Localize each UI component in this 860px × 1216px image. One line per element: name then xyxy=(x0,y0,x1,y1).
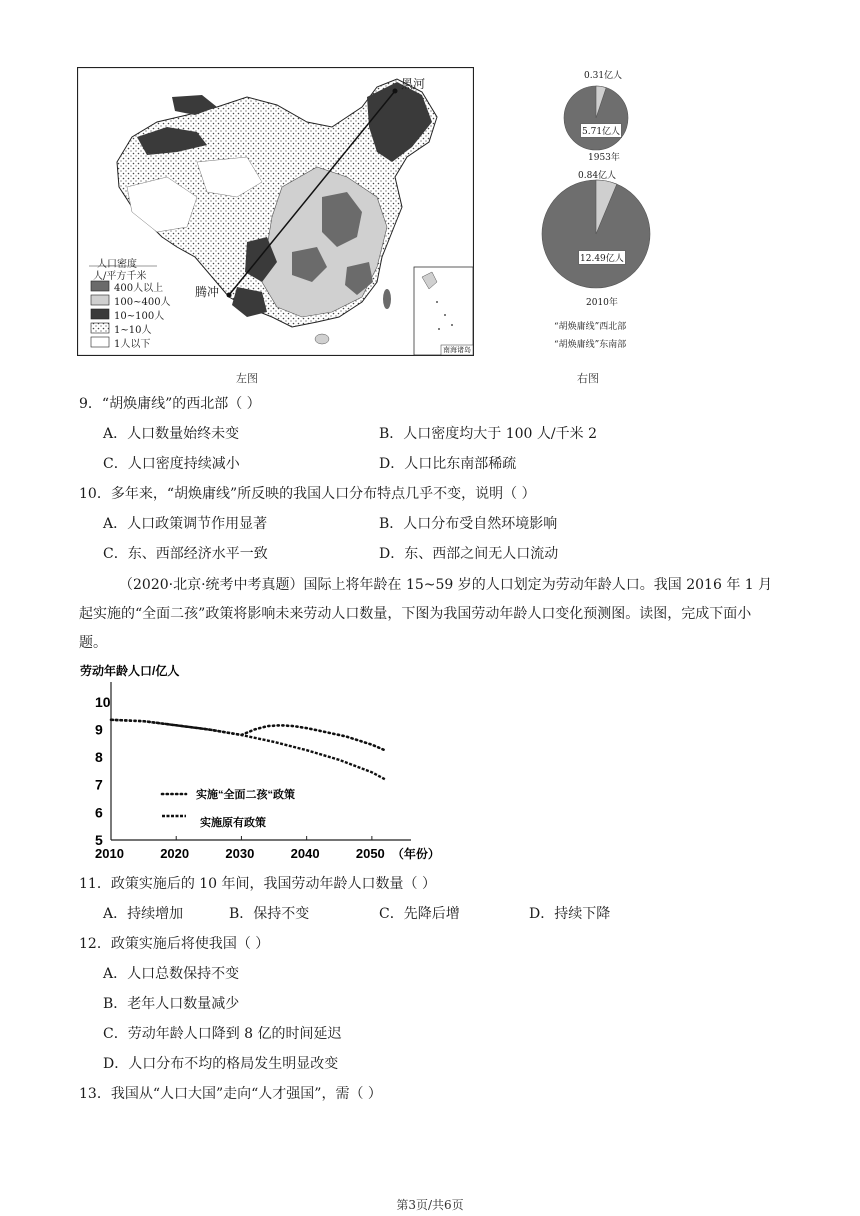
pie2-small-label: 0.84亿人 xyxy=(578,171,617,181)
x-tick-label: 2040 xyxy=(290,846,320,861)
question-13-stem: 13．我国从“人口大国”走向“人才强国”，需（ ） xyxy=(79,1086,382,1102)
question-10-stem: 10．多年来，“胡焕庸线”所反映的我国人口分布特点几乎不变，说明（ ） xyxy=(79,486,536,502)
pie1-year: 1953年 xyxy=(588,153,620,163)
pie-legend-nw: “胡焕庸线”西北部 xyxy=(554,322,627,332)
question-9-option-c: C．人口密度持续减小 xyxy=(103,456,240,472)
question-12-option-a: A．人口总数保持不变 xyxy=(103,966,240,982)
question-11-option-d: D．持续下降 xyxy=(529,906,611,922)
y-tick-label: 8 xyxy=(95,749,103,766)
question-10-option-d: D．东、西部之间无人口流动 xyxy=(379,546,559,562)
page-footer: 第3页/共6页 xyxy=(396,1198,464,1212)
legend-item-2: 100~400人 xyxy=(114,297,171,308)
x-axis-label: （年份） xyxy=(391,847,440,861)
pie1-small-label: 0.31亿人 xyxy=(584,71,623,81)
question-11-stem: 11．政策实施后的 10 年间，我国劳动年龄人口数量（ ） xyxy=(79,876,436,892)
question-12-option-d: D．人口分布不均的格局发生明显改变 xyxy=(103,1056,339,1072)
pie2-year: 2010年 xyxy=(586,298,618,308)
pie1-big-label: 5.71亿人 xyxy=(580,123,622,138)
question-11-option-c: C．先降后增 xyxy=(379,906,460,922)
y-tick-label: 7 xyxy=(95,776,103,793)
x-tick-label: 2020 xyxy=(160,846,190,861)
south-sea-inset xyxy=(414,267,473,355)
pie-2010 xyxy=(542,180,650,288)
question-9-option-a: A．人口数量始终未变 xyxy=(103,426,240,442)
x-tick-label: 2030 xyxy=(225,846,255,861)
x-tick-label: 2050 xyxy=(355,846,385,861)
y-tick-label: 5 xyxy=(95,832,103,848)
population-density-map xyxy=(77,67,474,356)
pie2-big-label: 12.49亿人 xyxy=(578,250,626,265)
y-tick-label: 9 xyxy=(95,721,103,738)
series-line-2 xyxy=(111,720,385,779)
right-figure-caption: 右图 xyxy=(577,372,599,385)
question-11-option-b: B．保持不变 xyxy=(229,906,310,922)
question-9-stem: 9．“胡焕庸线”的西北部（ ） xyxy=(79,396,261,412)
y-axis-label: 劳动年龄人口/亿人 xyxy=(80,664,180,678)
pie-legend-se: “胡焕庸线”东南部 xyxy=(554,340,627,350)
legend-item-3: 10~100人 xyxy=(114,311,165,322)
question-10-option-c: C．东、西部经济水平一致 xyxy=(103,546,268,562)
question-12-stem: 12．政策实施后将使我国（ ） xyxy=(79,936,270,952)
legend-unit: 人/平方千米 xyxy=(93,271,147,282)
y-tick-label: 10 xyxy=(95,693,111,710)
labor-population-chart xyxy=(76,658,456,868)
inset-label: 南海诸岛 xyxy=(443,346,471,354)
section-intro: （2020·北京·统考中考真题）国际上将年龄在 15~59 岁的人口划定为劳动年龄人口。我国 2016 年 1 月起实施的“全面二孩”政策将影响未来劳动人口数量，下图为我国劳动年龄人口变化预测图。读图，完成下面小题。 xyxy=(79,577,773,651)
city-tengchong: 腾冲 xyxy=(195,285,220,299)
question-9-option-d: D．人口比东南部稀疏 xyxy=(379,456,517,472)
legend-title: 人口密度 xyxy=(97,259,137,270)
legend-label-2: 实施原有政策 xyxy=(200,817,266,829)
legend-item-4: 1~10人 xyxy=(114,325,152,336)
question-12-option-c: C．劳动年龄人口降到 8 亿的时间延迟 xyxy=(103,1026,342,1042)
city-heihe: 黑河 xyxy=(401,77,426,91)
legend-label-1: 实施“全面二孩“政策 xyxy=(196,789,295,801)
question-9-option-b: B．人口密度均大于 100 人/千米 2 xyxy=(379,426,597,442)
question-12-option-b: B．老年人口数量减少 xyxy=(103,996,240,1012)
line-chart-svg xyxy=(76,658,456,868)
pie-figure xyxy=(530,62,670,352)
y-tick-label: 6 xyxy=(95,804,103,821)
pie-1953 xyxy=(564,86,628,150)
question-10-option-b: B．人口分布受自然环境影响 xyxy=(379,516,558,532)
series-line-1 xyxy=(111,720,385,750)
left-figure-caption: 左图 xyxy=(236,372,258,385)
x-tick-label: 2010 xyxy=(95,846,124,861)
question-11-option-a: A．持续增加 xyxy=(103,906,184,922)
question-10-option-a: A．人口政策调节作用显著 xyxy=(103,516,268,532)
legend-item-1: 400人以上 xyxy=(114,283,164,294)
pie-svg xyxy=(530,62,670,352)
legend-item-5: 1人以下 xyxy=(114,339,151,350)
